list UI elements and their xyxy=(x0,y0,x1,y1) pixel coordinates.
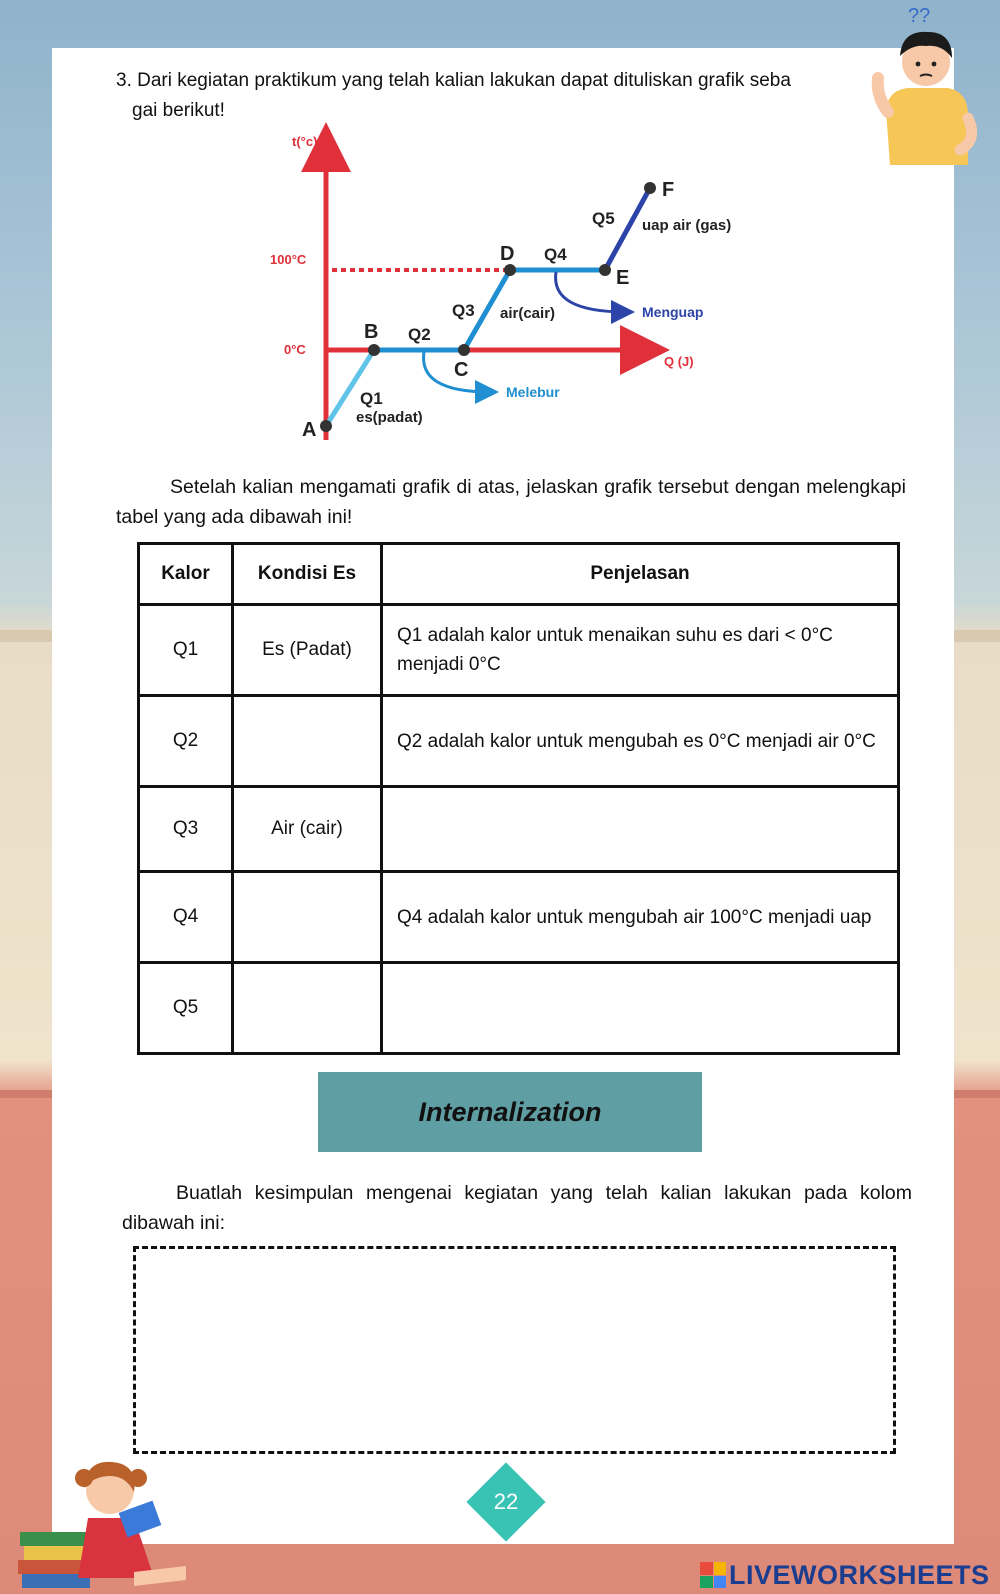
label-q4: Q4 xyxy=(544,245,567,264)
cell-kalor: Q3 xyxy=(139,787,233,872)
cell-kalor: Q2 xyxy=(139,696,233,787)
heat-table xyxy=(137,542,900,1055)
liveworksheets-logo-icon xyxy=(700,1562,726,1588)
question-marks: ?? xyxy=(908,5,931,27)
label-d: D xyxy=(500,243,515,265)
label-uap: uap air (gas) xyxy=(642,217,732,234)
section-title-banner xyxy=(318,1072,702,1152)
cell-kalor: Q1 xyxy=(139,605,233,696)
label-menguap: Menguap xyxy=(642,304,704,320)
table-row xyxy=(139,696,899,787)
cell-penjelasan[interactable]: Q2 adalah kalor untuk mengubah es 0°C menjadi air 0°C xyxy=(382,696,899,787)
reading-girl-illustration xyxy=(14,1448,194,1594)
header-penjelasan: Penjelasan xyxy=(382,544,899,605)
section-title: Internalization xyxy=(418,1096,602,1127)
instruction-text xyxy=(116,472,906,532)
liveworksheets-logo[interactable] xyxy=(700,1560,990,1590)
label-a: A xyxy=(302,419,317,441)
heating-curve-graph xyxy=(260,120,760,460)
conclusion-prompt-text: Buatlah kesimpulan mengenai kegiatan yang telah kalian lakukan pada kolom dibawah ini: xyxy=(122,1182,912,1234)
table-row xyxy=(139,787,899,872)
cell-penjelasan[interactable]: Q1 adalah kalor untuk menaikan suhu es dari < 0°C menjadi 0°C xyxy=(382,605,899,696)
label-q5: Q5 xyxy=(592,209,615,228)
table-row xyxy=(139,872,899,963)
point-c xyxy=(458,344,470,356)
confused-boy-illustration xyxy=(868,0,988,170)
table-row xyxy=(139,605,899,696)
point-b xyxy=(368,344,380,356)
instruction-content: Setelah kalian mengamati grafik di atas, jelaskan grafik tersebut dengan melengkapi tabel yang ada dibawah ini! xyxy=(116,476,906,528)
page-number: 22 xyxy=(493,1489,519,1514)
table-header-row xyxy=(139,544,899,605)
brand-name: LIVEWORKSHEETS xyxy=(729,1559,990,1590)
conclusion-answer-box[interactable] xyxy=(133,1246,896,1454)
label-c: C xyxy=(454,359,469,381)
cell-kalor: Q5 xyxy=(139,963,233,1054)
cell-kondisi-input[interactable] xyxy=(233,872,382,963)
cell-kondisi[interactable]: Air (cair) xyxy=(233,787,382,872)
header-kalor: Kalor xyxy=(139,544,233,605)
question-line-2: gai berikut! xyxy=(132,100,225,121)
label-q1: Q1 xyxy=(360,389,383,408)
point-d xyxy=(504,264,516,276)
cell-kondisi[interactable]: Es (Padat) xyxy=(233,605,382,696)
question-text xyxy=(116,66,856,126)
label-e: E xyxy=(616,267,630,289)
tick-100: 100°C xyxy=(270,252,307,267)
label-q3: Q3 xyxy=(452,301,475,320)
cell-penjelasan-input[interactable] xyxy=(382,963,899,1054)
page-number-badge xyxy=(466,1462,546,1542)
label-q2: Q2 xyxy=(408,325,431,344)
point-a xyxy=(320,420,332,432)
label-f: F xyxy=(662,179,675,201)
label-b: B xyxy=(364,321,379,343)
point-e xyxy=(599,264,611,276)
tick-0: 0°C xyxy=(284,342,306,357)
cell-penjelasan-input[interactable] xyxy=(382,787,899,872)
label-es: es(padat) xyxy=(356,409,423,426)
point-f xyxy=(644,182,656,194)
label-air: air(cair) xyxy=(500,305,556,322)
cell-kondisi-input[interactable] xyxy=(233,963,382,1054)
cell-penjelasan[interactable]: Q4 adalah kalor untuk mengubah air 100°C menjadi uap xyxy=(382,872,899,963)
cell-kalor: Q4 xyxy=(139,872,233,963)
conclusion-prompt xyxy=(122,1178,912,1238)
header-kondisi: Kondisi Es xyxy=(233,544,382,605)
table-row xyxy=(139,963,899,1054)
question-line-1: 3. Dari kegiatan praktikum yang telah kalian lakukan dapat dituliskan grafik seba xyxy=(116,70,791,91)
label-melebur: Melebur xyxy=(506,384,560,400)
cell-kondisi-input[interactable] xyxy=(233,696,382,787)
y-axis-label: t(°c) xyxy=(292,134,318,149)
x-axis-label: Q (J) xyxy=(664,354,694,369)
